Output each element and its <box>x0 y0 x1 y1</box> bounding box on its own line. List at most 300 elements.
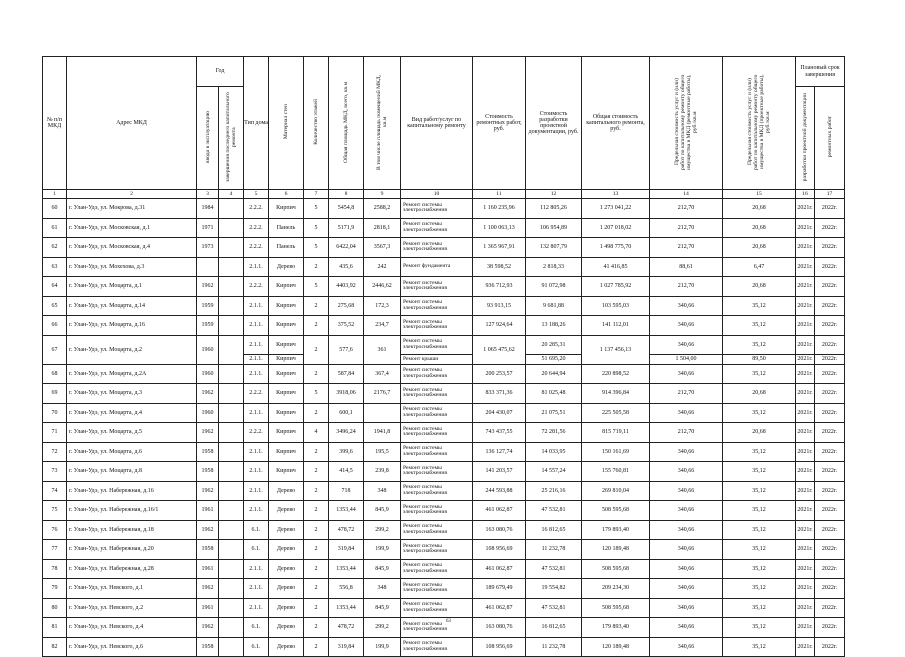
design-deadline-cell: 2021г. <box>796 442 815 462</box>
wall-material-cell: Дерево <box>269 598 304 618</box>
commission-year-cell: 1962 <box>197 423 219 443</box>
design-deadline-cell: 2021г. <box>796 316 815 336</box>
work-type-cell: Ремонт системы электроснабжения <box>401 277 473 297</box>
house-type-cell: 2.1.1. <box>244 257 269 277</box>
total-cost-cell: 508 595,68 <box>582 559 650 579</box>
address-cell: г. Улан-Удэ, ул. Моцарта, д.14 <box>67 296 197 316</box>
house-type-cell: 2.2.2. <box>244 384 269 404</box>
total-cost-cell: 220 898,52 <box>582 364 650 384</box>
last-repair-year-cell <box>219 423 244 443</box>
column-number-cell: 2 <box>67 190 197 199</box>
wall-material-cell: Кирпич <box>269 442 304 462</box>
floors-cell: 2 <box>304 637 329 657</box>
last-repair-year-cell <box>219 384 244 404</box>
limit-repair-cell: 340,66 <box>650 481 723 501</box>
design-deadline-cell: 2021г. <box>796 257 815 277</box>
row-number-cell: 66 <box>43 316 67 336</box>
limit-design-cell: 35,12 <box>723 403 796 423</box>
table-row <box>43 316 845 336</box>
header-total-area <box>329 57 364 190</box>
table-row <box>43 257 845 277</box>
last-repair-year-cell <box>219 462 244 482</box>
row-number-cell: 71 <box>43 423 67 443</box>
table-row <box>43 520 845 540</box>
limit-design-cell: 35,12 <box>723 481 796 501</box>
wall-material-cell: Дерево <box>269 618 304 638</box>
design-cost-cell: 72 281,56 <box>526 423 582 443</box>
design-deadline-cell: 2021г. <box>796 481 815 501</box>
premises-area-cell: 845,9 <box>364 598 401 618</box>
limit-design-cell: 35,12 <box>723 540 796 560</box>
row-number-cell: 78 <box>43 559 67 579</box>
limit-repair-cell: 212,70 <box>650 423 723 443</box>
repair-deadline-cell: 2022г. <box>815 277 845 297</box>
repair-deadline-cell: 2022г. <box>815 559 845 579</box>
total-area-cell: 5171,9 <box>329 218 364 238</box>
limit-repair-cell: 212,70 <box>650 384 723 404</box>
wall-material-cell: Кирпич <box>269 364 304 384</box>
design-deadline-cell: 2021г. <box>796 296 815 316</box>
premises-area-cell: 299,2 <box>364 618 401 638</box>
design-cost-cell: 51 695,20 <box>526 355 582 365</box>
floors-cell: 2 <box>304 598 329 618</box>
table-body <box>43 199 845 657</box>
repair-cost-cell: 936 712,93 <box>473 277 526 297</box>
house-type-cell: 2.1.1. <box>244 296 269 316</box>
column-number-cell: 17 <box>815 190 845 199</box>
table-row <box>43 238 845 258</box>
commission-year-cell: 1958 <box>197 442 219 462</box>
design-deadline-cell: 2021г. <box>796 462 815 482</box>
work-type-cell: Ремонт системы электроснабжения <box>401 238 473 258</box>
total-cost-cell: 120 189,48 <box>582 540 650 560</box>
total-area-cell: 275,68 <box>329 296 364 316</box>
repair-deadline-cell: 2022г. <box>815 384 845 404</box>
total-cost-cell: 179 893,40 <box>582 520 650 540</box>
last-repair-year-cell <box>219 238 244 258</box>
wall-material-cell: Кирпич <box>269 403 304 423</box>
work-type-cell: Ремонт системы электроснабжения <box>401 559 473 579</box>
house-type-cell: 2.1.1. <box>244 481 269 501</box>
last-repair-year-cell <box>219 364 244 384</box>
repair-cost-cell: 1 160 235,96 <box>473 199 526 219</box>
commission-year-cell: 1962 <box>197 579 219 599</box>
premises-area-cell: 2588,2 <box>364 199 401 219</box>
limit-repair-cell: 340,66 <box>650 598 723 618</box>
header-limit-design-label: Предельная стоимость услуг и (или) работ по капитальному ремонту общего имущества в МКД (проектные работы), руб./кв.м <box>747 74 771 170</box>
address-cell: г. Улан-Удэ, ул. Моцарта, д.2 <box>67 335 197 364</box>
commission-year-cell: 1961 <box>197 559 219 579</box>
house-type-cell: 2.1.1. <box>244 364 269 384</box>
wall-material-cell: Кирпич <box>269 335 304 355</box>
table-row <box>43 540 845 560</box>
table-row <box>43 501 845 521</box>
last-repair-year-cell <box>219 598 244 618</box>
limit-repair-cell: 212,70 <box>650 199 723 219</box>
repair-cost-cell: 743 437,55 <box>473 423 526 443</box>
design-deadline-cell: 2021г. <box>796 364 815 384</box>
row-number-cell: 72 <box>43 442 67 462</box>
header-deadline-group: Плановый срок завершения <box>796 57 845 87</box>
work-type-cell: Ремонт системы электроснабжения <box>401 423 473 443</box>
row-number-cell: 69 <box>43 384 67 404</box>
floors-cell: 4 <box>304 423 329 443</box>
header-total-area-label: Общая площадь МКД, всего, кв.м <box>343 81 349 163</box>
limit-design-cell: 35,12 <box>723 316 796 336</box>
column-number-cell: 4 <box>219 190 244 199</box>
repair-cost-cell: 163 080,76 <box>473 520 526 540</box>
house-type-cell: 2.1.1. <box>244 559 269 579</box>
design-deadline-cell: 2021г. <box>796 559 815 579</box>
header-floors-label: Количество этажей <box>313 99 319 145</box>
total-cost-cell: 269 810,04 <box>582 481 650 501</box>
repair-deadline-cell: 2022г. <box>815 540 845 560</box>
floors-cell: 2 <box>304 618 329 638</box>
last-repair-year-cell <box>219 403 244 423</box>
row-number-cell: 79 <box>43 579 67 599</box>
repair-cost-cell: 1 065 475,62 <box>473 335 526 364</box>
column-number-cell: 3 <box>197 190 219 199</box>
design-deadline-cell: 2021г. <box>796 423 815 443</box>
address-cell: г. Улан-Удэ, ул. Набережная, д.28 <box>67 559 197 579</box>
table-row <box>43 384 845 404</box>
repair-deadline-cell: 2022г. <box>815 520 845 540</box>
address-cell: г. Улан-Удэ, ул. Моцарта, д.16 <box>67 316 197 336</box>
limit-repair-cell: 340,66 <box>650 579 723 599</box>
limit-design-cell: 35,12 <box>723 462 796 482</box>
limit-repair-cell: 212,70 <box>650 277 723 297</box>
design-deadline-cell: 2021г. <box>796 277 815 297</box>
address-cell: г. Улан-Удэ, ул. Моцарта, д.6 <box>67 442 197 462</box>
commission-year-cell: 1962 <box>197 481 219 501</box>
last-repair-year-cell <box>219 257 244 277</box>
total-cost-cell: 914 396,84 <box>582 384 650 404</box>
house-type-cell: 2.1.1. <box>244 335 269 355</box>
total-area-cell: 414,5 <box>329 462 364 482</box>
total-area-cell: 5454,8 <box>329 199 364 219</box>
repair-cost-cell: 108 956,69 <box>473 637 526 657</box>
repair-deadline-cell: 2022г. <box>815 316 845 336</box>
column-number-cell: 16 <box>796 190 815 199</box>
address-cell: г. Улан-Удэ, ул. Набережная, д.18 <box>67 520 197 540</box>
last-repair-year-cell <box>219 520 244 540</box>
address-cell: г. Улан-Удэ, ул. Моцарта, д.3 <box>67 384 197 404</box>
limit-repair-cell: 340,66 <box>650 442 723 462</box>
table-row <box>43 559 845 579</box>
repair-deadline-cell: 2022г. <box>815 199 845 219</box>
repair-deadline-cell: 2022г. <box>815 579 845 599</box>
total-area-cell: 577,6 <box>329 335 364 364</box>
repair-cost-cell: 189 679,49 <box>473 579 526 599</box>
repair-cost-cell: 200 253,57 <box>473 364 526 384</box>
house-type-cell: 2.2.2. <box>244 199 269 219</box>
row-number-cell: 77 <box>43 540 67 560</box>
total-area-cell: 556,8 <box>329 579 364 599</box>
design-cost-cell: 81 025,48 <box>526 384 582 404</box>
wall-material-cell: Дерево <box>269 637 304 657</box>
table-header <box>43 57 845 199</box>
commission-year-cell: 1961 <box>197 501 219 521</box>
premises-area-cell: 845,9 <box>364 559 401 579</box>
floors-cell: 2 <box>304 520 329 540</box>
limit-repair-cell: 340,66 <box>650 637 723 657</box>
total-area-cell: 319,84 <box>329 540 364 560</box>
limit-design-cell: 35,12 <box>723 442 796 462</box>
limit-design-cell: 35,12 <box>723 598 796 618</box>
wall-material-cell: Кирпич <box>269 296 304 316</box>
commission-year-cell: 1960 <box>197 335 219 364</box>
premises-area-cell: 234,7 <box>364 316 401 336</box>
table-row <box>43 442 845 462</box>
house-type-cell: 6.1. <box>244 520 269 540</box>
work-type-cell: Ремонт системы электроснабжения <box>401 199 473 219</box>
header-design-deadline <box>796 87 815 190</box>
limit-repair-cell: 340,66 <box>650 296 723 316</box>
design-cost-cell: 9 681,88 <box>526 296 582 316</box>
design-cost-cell: 132 807,79 <box>526 238 582 258</box>
work-type-cell: Ремонт системы электроснабжения <box>401 335 473 355</box>
design-deadline-cell: 2021г. <box>796 501 815 521</box>
commission-year-cell: 1984 <box>197 199 219 219</box>
row-number-cell: 67 <box>43 335 67 364</box>
commission-year-cell: 1971 <box>197 218 219 238</box>
last-repair-year-cell <box>219 199 244 219</box>
total-cost-cell: 150 161,69 <box>582 442 650 462</box>
house-type-cell: 6.1. <box>244 618 269 638</box>
total-area-cell: 4403,92 <box>329 277 364 297</box>
repair-deadline-cell: 2022г. <box>815 403 845 423</box>
address-cell: г. Улан-Удэ, ул. Московская, д.1 <box>67 218 197 238</box>
house-type-cell: 2.1.1. <box>244 598 269 618</box>
capital-repair-table <box>42 56 845 657</box>
header-repair-deadline-label: ремонтных работ <box>826 116 833 158</box>
design-cost-cell: 112 805,26 <box>526 199 582 219</box>
column-number-cell: 7 <box>304 190 329 199</box>
total-area-cell: 718 <box>329 481 364 501</box>
repair-cost-cell: 461 062,87 <box>473 501 526 521</box>
total-area-cell: 319,84 <box>329 637 364 657</box>
total-cost-cell: 1 273 041,22 <box>582 199 650 219</box>
floors-cell: 5 <box>304 199 329 219</box>
table-row <box>43 335 845 355</box>
design-deadline-cell: 2021г. <box>797 356 813 363</box>
repair-cost-cell: 1 100 063,13 <box>473 218 526 238</box>
total-area-cell: 3496,24 <box>329 423 364 443</box>
limit-design-cell: 20,68 <box>723 423 796 443</box>
total-area-cell: 587,84 <box>329 364 364 384</box>
total-cost-cell: 103 595,03 <box>582 296 650 316</box>
header-year-group: Год <box>197 57 244 87</box>
row-number-cell: 74 <box>43 481 67 501</box>
table-row <box>43 481 845 501</box>
work-type-cell: Ремонт системы электроснабжения <box>401 540 473 560</box>
address-cell: г. Улан-Удэ, ул. Моцарта, д.8 <box>67 462 197 482</box>
repair-deadline-cell: 2022г. <box>815 257 845 277</box>
header-premises-area <box>364 57 401 190</box>
floors-cell: 2 <box>304 257 329 277</box>
column-number-cell: 1 <box>43 190 67 199</box>
premises-area-cell: 2446,62 <box>364 277 401 297</box>
design-cost-cell: 13 188,26 <box>526 316 582 336</box>
header-work-type: Вид работ/услуг по капитальному ремонту <box>401 57 473 190</box>
total-cost-cell: 120 189,48 <box>582 637 650 657</box>
last-repair-year-cell <box>219 501 244 521</box>
limit-design-cell: 35,12 <box>723 637 796 657</box>
limit-repair-cell: 340,66 <box>650 501 723 521</box>
last-repair-year-cell <box>219 559 244 579</box>
work-type-cell: Ремонт системы электроснабжения <box>401 403 473 423</box>
address-cell: г. Улан-Удэ, ул. Набережная, д.16/1 <box>67 501 197 521</box>
wall-material-cell: Дерево <box>269 520 304 540</box>
limit-repair-cell: 340,66 <box>650 559 723 579</box>
limit-design-cell: 20,68 <box>723 277 796 297</box>
house-type-cell: 2.1.1. <box>244 462 269 482</box>
limit-design-cell: 35,12 <box>723 335 796 355</box>
capital-repair-table-sheet <box>42 56 845 657</box>
repair-deadline-cell: 2022г. <box>815 598 845 618</box>
floors-cell: 2 <box>304 501 329 521</box>
repair-deadline-cell: 2022г. <box>815 618 845 638</box>
design-deadline-cell: 2021г. <box>796 520 815 540</box>
header-total-cost: Общая стоимость капитального ремонта, руб. <box>582 57 650 190</box>
floors-cell: 2 <box>304 316 329 336</box>
premises-area-cell: 199,9 <box>364 540 401 560</box>
wall-material-cell: Кирпич <box>269 384 304 404</box>
commission-year-cell: 1962 <box>197 384 219 404</box>
header-design-cost: Стоимость разработки проектной документации, руб. <box>526 57 582 190</box>
limit-repair-cell: 340,66 <box>650 403 723 423</box>
wall-material-cell: Кирпич <box>269 199 304 219</box>
repair-deadline-cell: 2022г. <box>815 296 845 316</box>
floors-cell: 2 <box>304 403 329 423</box>
table-row <box>43 462 845 482</box>
house-type-cell: 2.2.2. <box>244 277 269 297</box>
total-area-cell: 375,52 <box>329 316 364 336</box>
repair-cost-cell: 244 593,88 <box>473 481 526 501</box>
design-cost-cell: 47 532,81 <box>526 501 582 521</box>
address-cell: г. Улан-Удэ, ул. Невского, д.4 <box>67 618 197 638</box>
last-repair-year-cell <box>219 637 244 657</box>
repair-cost-cell: 204 430,07 <box>473 403 526 423</box>
wall-material-cell: Дерево <box>269 579 304 599</box>
work-type-cell: Ремонт системы электроснабжения <box>401 481 473 501</box>
limit-repair-cell: 340,66 <box>650 335 723 355</box>
limit-design-cell: 20,68 <box>723 238 796 258</box>
house-type-cell: 2.1.1. <box>244 355 269 365</box>
repair-cost-cell: 108 956,69 <box>473 540 526 560</box>
header-design-deadline-label: разработки проектной документации <box>802 92 808 182</box>
limit-repair-cell: 340,66 <box>650 520 723 540</box>
wall-material-cell: Кирпич <box>269 316 304 336</box>
row-number-cell: 64 <box>43 277 67 297</box>
address-cell: г. Улан-Удэ, ул. Моцарта, д.4 <box>67 403 197 423</box>
total-area-cell: 435,6 <box>329 257 364 277</box>
table-row <box>43 199 845 219</box>
table-row <box>43 218 845 238</box>
repair-cost-cell: 136 127,74 <box>473 442 526 462</box>
column-number-cell: 8 <box>329 190 364 199</box>
limit-design-cell: 35,12 <box>723 364 796 384</box>
total-area-cell: 1353,44 <box>329 501 364 521</box>
wall-material-cell: Кирпич <box>269 423 304 443</box>
total-area-cell: 1353,44 <box>329 559 364 579</box>
total-cost-cell: 1 498 775,70 <box>582 238 650 258</box>
floors-cell: 5 <box>304 218 329 238</box>
column-number-cell: 13 <box>582 190 650 199</box>
limit-design-cell: 20,68 <box>723 218 796 238</box>
design-cost-cell: 25 216,16 <box>526 481 582 501</box>
repair-cost-cell: 461 062,87 <box>473 598 526 618</box>
row-number-cell: 73 <box>43 462 67 482</box>
limit-design-cell: 6,47 <box>723 257 796 277</box>
repair-cost-cell: 1 365 967,91 <box>473 238 526 258</box>
row-number-cell: 76 <box>43 520 67 540</box>
work-type-cell: Ремонт системы электроснабжения <box>401 296 473 316</box>
premises-area-cell: 199,9 <box>364 637 401 657</box>
design-cost-cell: 106 954,89 <box>526 218 582 238</box>
repair-deadline-cell: 2022г. <box>815 355 845 365</box>
house-type-cell: 2.2.2. <box>244 218 269 238</box>
house-type-cell: 2.2.2. <box>244 423 269 443</box>
limit-design-cell: 20,68 <box>723 199 796 219</box>
limit-design-cell: 35,12 <box>723 501 796 521</box>
work-type-cell: Ремонт системы электроснабжения <box>401 218 473 238</box>
repair-cost-cell: 461 062,87 <box>473 559 526 579</box>
house-type-cell: 2.2.2. <box>244 238 269 258</box>
address-cell: г. Улан-Удэ, ул. Мокрова, д.31 <box>67 199 197 219</box>
header-repair-deadline <box>815 87 845 190</box>
header-limit-repair-label: Предельная стоимость услуг и (или) работ по капитальному ремонту общего имущества в МКД (ремонтные работы), руб./кв.м <box>674 74 698 170</box>
wall-material-cell: Кирпич <box>269 462 304 482</box>
total-cost-cell: 508 595,68 <box>582 501 650 521</box>
work-type-cell: Ремонт системы электроснабжения <box>401 618 473 638</box>
limit-repair-cell: 212,70 <box>650 238 723 258</box>
last-repair-year-cell <box>219 618 244 638</box>
work-type-cell: Ремонт системы электроснабжения <box>401 384 473 404</box>
premises-area-cell: 367,4 <box>364 364 401 384</box>
commission-year-cell: 1962 <box>197 618 219 638</box>
house-type-cell: 6.1. <box>244 637 269 657</box>
design-cost-cell: 11 232,78 <box>526 540 582 560</box>
row-number-cell: 81 <box>43 618 67 638</box>
commission-year-cell: 1958 <box>197 462 219 482</box>
row-number-cell: 82 <box>43 637 67 657</box>
repair-deadline-cell: 2022г. <box>815 637 845 657</box>
limit-design-cell: 35,12 <box>723 618 796 638</box>
limit-design-cell: 35,12 <box>723 520 796 540</box>
design-cost-cell: 21 075,51 <box>526 403 582 423</box>
design-cost-cell: 16 812,65 <box>526 520 582 540</box>
table-row <box>43 579 845 599</box>
premises-area-cell: 172,3 <box>364 296 401 316</box>
premises-area-cell: 348 <box>364 579 401 599</box>
design-deadline-cell: 2021г. <box>796 540 815 560</box>
design-cost-cell: 11 232,78 <box>526 637 582 657</box>
wall-material-cell: Дерево <box>269 540 304 560</box>
limit-design-cell: 35,12 <box>723 559 796 579</box>
commission-year-cell: 1960 <box>197 403 219 423</box>
work-type-cell: Ремонт фундамента <box>401 257 473 277</box>
total-area-cell: 399,6 <box>329 442 364 462</box>
repair-cost-cell: 833 371,36 <box>473 384 526 404</box>
design-deadline-cell: 2021г. <box>796 618 815 638</box>
design-cost-cell: 20 644,94 <box>526 364 582 384</box>
header-number: № п/п МКД <box>43 57 67 190</box>
premises-area-cell <box>364 403 401 423</box>
wall-material-cell: Дерево <box>269 501 304 521</box>
design-deadline-cell: 2021г. <box>796 238 815 258</box>
wall-material-cell: Панель <box>269 218 304 238</box>
